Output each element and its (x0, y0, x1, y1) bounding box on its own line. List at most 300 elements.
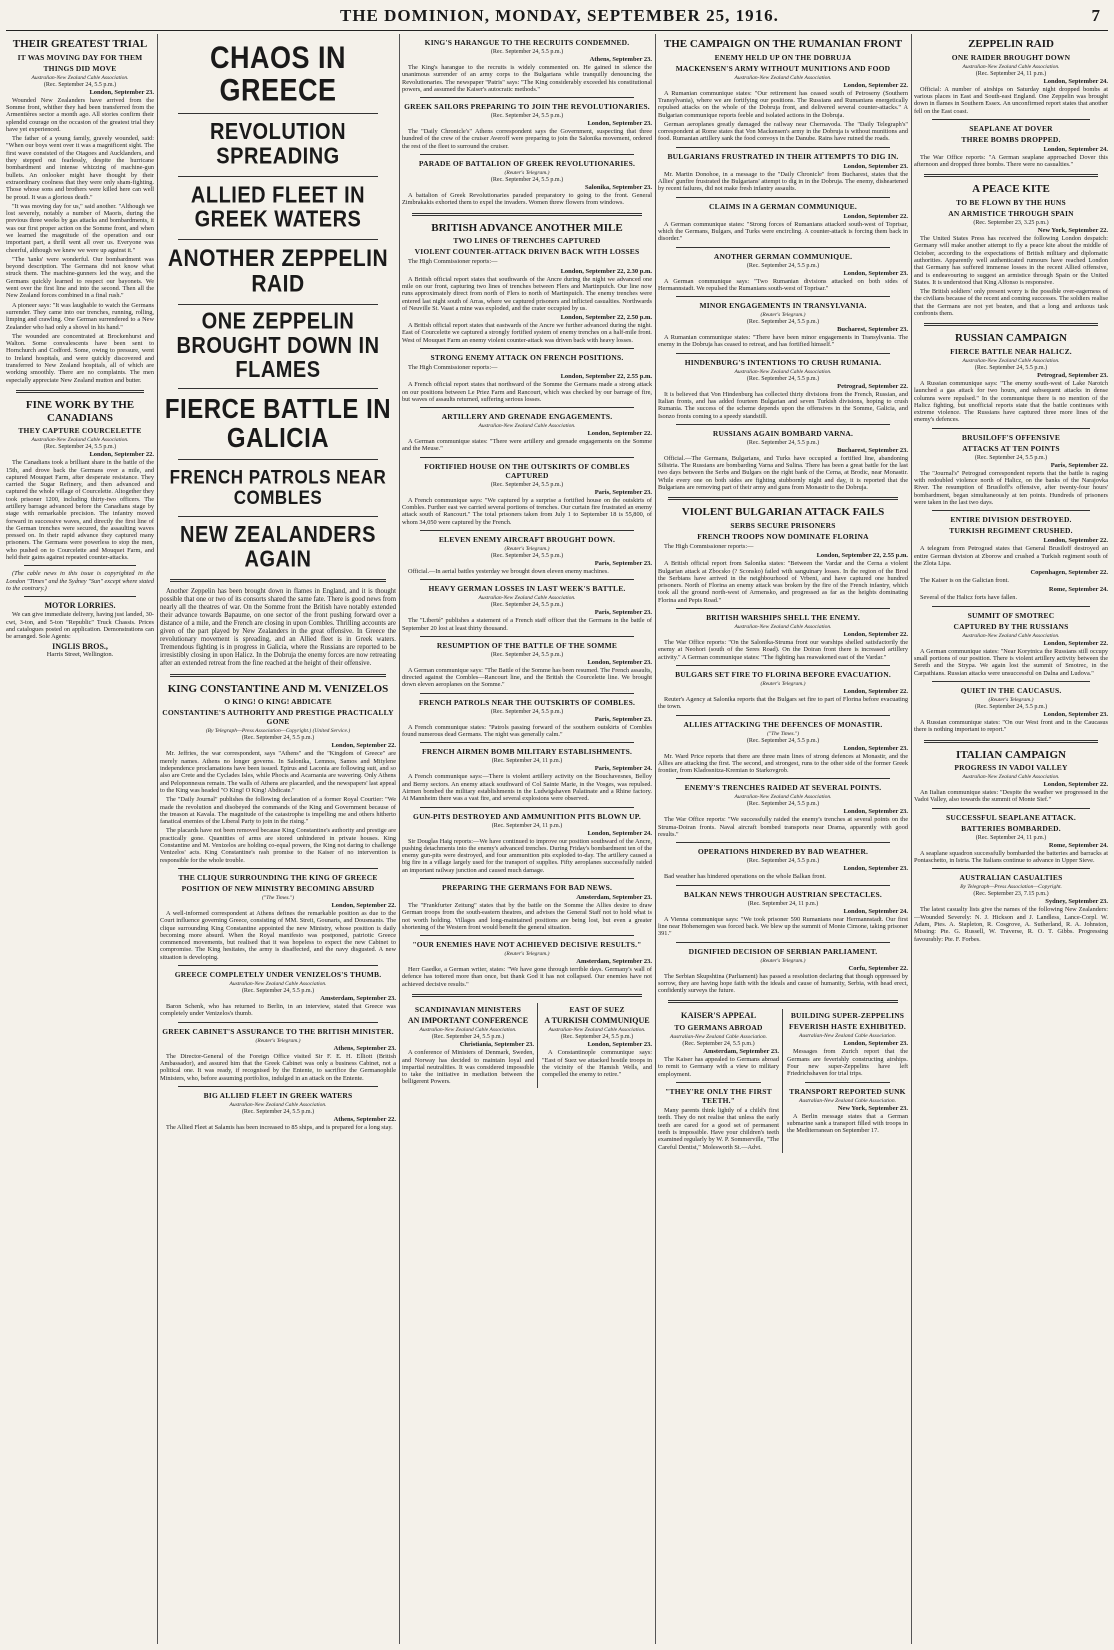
article-paragraph: Official.—In aerial battles yesterday we brought down eleven enemy machines. (408, 567, 609, 575)
subheadline: GREEK CABINET'S ASSURANCE TO THE BRITISH MINISTER. (162, 1026, 394, 1036)
separator (16, 390, 144, 393)
article-paragraph: "It was moving day for us," said another. "Although we lost severely, notably a number of Maoris, during the previous three weeks by gas attacks and bombardments, it was our first proper action on the Somme front, and when we learned the magnitude of the operation and our important part, a thrill went all over us. Everyone was cheerful, although we knew we were up against it." (6, 202, 154, 254)
received-line: (Rec. September 24, 5.5 p.m.) (682, 1041, 755, 1048)
received-line: (Rec. September 24, 5.5 p.m.) (490, 177, 564, 184)
separator (178, 965, 378, 966)
credit-line: Australian-New Zealand Cable Association. (548, 1027, 646, 1034)
credit-line: (Reuter's Telegram.) (255, 1037, 301, 1044)
credit-line: Australian-New Zealand Cable Association. (31, 74, 129, 81)
subheadline: FORTIFIED HOUSE ON THE OUTSKIRTS OF COMBLES CAPTURED (424, 461, 630, 480)
dateline: London, September 23. (587, 658, 652, 666)
subheadline: "OUR ENEMIES HAVE NOT ACHIEVED DECISIVE RESULTS." (412, 940, 642, 950)
dateline: London, September 22, 2.30 p.m. (560, 267, 652, 275)
subheadline: SUMMIT OF SMOTREC (967, 610, 1055, 620)
dateline: Athens, September 23. (589, 56, 652, 63)
separator (676, 1082, 761, 1083)
separator (924, 174, 1098, 177)
dateline: London, September 23. (843, 808, 908, 816)
received-line: (Rec. September 24, 5.5 p.m.) (746, 737, 820, 744)
separator (420, 530, 634, 531)
column-divider (911, 34, 912, 1644)
received-line: (Rec. September 24, 5.5 p.m.) (746, 439, 820, 446)
dateline: London, September 22, 2.55 p.m. (560, 373, 652, 381)
credit-line: Australian-New Zealand Cable Association. (734, 794, 832, 801)
column-divider (157, 34, 158, 1644)
separator (932, 428, 1090, 429)
subheadline: FRENCH PATROLS NEAR THE OUTSKIRTS OF COMBLES. (418, 697, 636, 707)
subheadline: TURKISH REGIMENT CRUSHED. (949, 526, 1073, 536)
separator (178, 1022, 378, 1023)
separator (420, 154, 634, 155)
credit-line: Australian-New Zealand Cable Association. (734, 624, 832, 631)
received-line: (Rec. September 24, 5.5 p.m.) (974, 703, 1048, 710)
received-line: (Rec. September 24, 5.5 p.m.) (560, 1034, 634, 1041)
zeppelin-build-article (787, 1009, 908, 1152)
subheadline: HINDENBURG'S INTENTIONS TO CRUSH RUMANIA. (684, 357, 882, 367)
column-2 (160, 36, 396, 1642)
headline: FINE WORK BY THE CANADIANS (25, 398, 135, 424)
main-headline: CHAOS IN GREECE (209, 40, 346, 108)
dateline: London, September 24. (843, 907, 908, 915)
dateline: London, September 22. (587, 430, 652, 438)
dateline: Bucharest, September 23. (837, 446, 908, 454)
subheadline: HEAVY GERMAN LOSSES IN LAST WEEK'S BATTLE. (428, 584, 626, 594)
headline: RUSSIAN CAMPAIGN (955, 332, 1067, 345)
separator (805, 1082, 890, 1083)
article-paragraph: Wounded New Zealanders have arrived from the Somme front, whither they had been transferred from the Armentières sector a month ago. All stories confirm their splendid courage on the occasion of the greatest trial they have yet experienced. (6, 96, 154, 133)
credit-line: (Reuter's Telegram.) (504, 545, 550, 552)
article-paragraph: The Kaiser has appealed to Germans abroad to remit to Germany with a view to military employment. (658, 1056, 779, 1078)
dateline: Rome, September 24. (1048, 841, 1108, 849)
dateline: Paris, September 23. (594, 715, 652, 723)
subheadline: ELEVEN ENEMY AIRCRAFT BROUGHT DOWN. (438, 534, 616, 544)
subheadline: SCANDINAVIAN MINISTERS (414, 1005, 522, 1015)
subheadline: RUSSIANS AGAIN BOMBARD VARNA. (712, 428, 854, 438)
article-paragraph: A British official report states that eastwards of the Ancre we further advanced during the night. East of Courcelette we captured a strongly fortified system of enemy trenches on a half-mile front. West of Mouquet Farm an enemy violent counter-attack was driven back with heavy losses. (402, 322, 652, 344)
credit-line: Australian-New Zealand Cable Association. (229, 981, 327, 988)
subheadline: IT WAS MOVING DAY FOR THEM (17, 52, 143, 62)
article-paragraph: The placards have not been removed because King Constantine's authority and prestige are practically gone. Quantities of arms are stored unhindered in private houses. King Constantine and M. Venizelos are holding co-equal powers, the King not daring to challenge Venizelos' acts. King Constantine's rash promise to the Kaiser of no intervention is responsible for the whole trouble. (160, 827, 396, 864)
article-paragraph: The British soldiers' only present worry is the possible over-eagerness of the civilians because of the recent and coming successes. The soldiers realise that the Germans are not yet beaten, and that a long and arduous task confronts them. (914, 288, 1108, 318)
subheadline: BALKAN NEWS THROUGH AUSTRIAN SPECTACLES. (684, 889, 882, 899)
article-paragraph: A conference of Ministers of Denmark, Sweden, and Norway has decided to maintain loyal and impartial neutralities. It was considered impossible to take the initiative in mediation between the belligerent Powers. (402, 1049, 534, 1086)
dateline: London, September 22. (331, 742, 396, 750)
article-paragraph: The "Daily Chronicle's" Athens correspondent says the Government, suspecting that three hundred of the crew of the cruiser Averoff were preparing to join the Salonika movement, ordered the rest of the fleet to surround the cruiser. (402, 128, 652, 150)
received-line: (Rec. September 24, 5.5 p.m.) (974, 454, 1048, 461)
separator (676, 715, 890, 716)
subheadline: EAST OF SUEZ (569, 1005, 625, 1015)
subheadline: BULGARS SET FIRE TO FLORINA BEFORE EVACUATION. (675, 669, 891, 679)
dateline: Bucharest, September 23. (837, 326, 908, 334)
headline: ITALIAN CAMPAIGN (956, 748, 1066, 761)
separator (178, 176, 378, 177)
separator (170, 674, 386, 677)
article-paragraph: German aeroplanes greatly damaged the railway near Chernavoda. The "Daily Telegraph's" correspondent at Rome states that Von Mackensen's army in the Dobruja is without munitions and food. Rumanian artillery sank the food convoys in the Danube. Rains have ruined the roads. (658, 120, 908, 143)
subheadline: VIOLENT COUNTER-ATTACK DRIVEN BACK WITH LOSSES (414, 247, 640, 257)
article-paragraph: The father of a young family, gravely wounded, said: "When our boys went over it was a magnificent sight. The first wave consisted of the Otagoes and Aucklanders, and they stepped out fearlessly, despite the hurricane bombardment and intense whizzing of machine-gun bullets. An onlooker might have thought by their extraordinary coolness that they were only sham-fighting. Those whose sons and brothers were killed here can well be proud. It was a glorious death." (6, 135, 154, 201)
article-paragraph: The High Commissioner reports:— (664, 543, 754, 550)
subheadline: PROGRESS IN VADOI VALLEY (954, 763, 1068, 773)
column-5 (914, 36, 1108, 1642)
kaiser-article (658, 1009, 783, 1152)
article-paragraph: A battalion of Greek Revolutionaries paraded preparatory to going to the front. General Zimbrakakis exhorted them to expel the invaders. Women threw flowers from windows. (402, 192, 652, 207)
separator (178, 1086, 378, 1087)
article-paragraph: The King's harangue to the recruits is widely commented on. He gained in silence the unanimous surrender of an army corps to the Bulgarians while tranquilly denouncing the Revolutionaries. The newspaper "Patris" says: "The King considerably exceeded his constitutional powers, and assumed the Kaiser's autocratic methods." (402, 64, 652, 93)
separator (178, 304, 378, 305)
received-line: (Rec. September 24, 5.5 p.m.) (241, 1108, 315, 1115)
subheadline: KING'S HARANGUE TO THE RECRUITS CONDEMNED. (424, 38, 630, 47)
credit-line: Australian-New Zealand Cable Association. (962, 357, 1060, 364)
article-paragraph: A Constantinople communique says: "East of Suez we attacked hostile troops in the vicinity of the Hamish Wells, and compelled the enemy to retire." (542, 1049, 652, 1079)
credit-line: (Reuter's Telegram.) (504, 951, 550, 958)
credit-line: Australian-New Zealand Cable Association. (962, 774, 1060, 781)
article-paragraph: The High Commissioner reports:— (408, 363, 498, 371)
article-paragraph: The High Commissioner reports:— (408, 258, 498, 266)
separator (932, 808, 1090, 809)
dateline: London, September 23. (587, 120, 652, 128)
article-paragraph: Reuter's Agency at Salonika reports that the Bulgars set fire to part of Florina before evacuating the town. (658, 695, 908, 711)
subheadline: ONE RAIDER BROUGHT DOWN (951, 52, 1071, 62)
credit-line: (Reuter's Telegram.) (504, 170, 550, 177)
subheadline: TWO LINES OF TRENCHES CAPTURED (453, 236, 601, 246)
headline: VIOLENT BULGARIAN ATTACK FAILS (681, 506, 885, 519)
subheadline: OPERATIONS HINDERED BY BAD WEATHER. (697, 847, 869, 857)
credit-line: ("The Times.") (766, 730, 800, 737)
separator (420, 693, 634, 694)
ad-title: MOTOR LORRIES. (44, 601, 116, 611)
subheadline: CONSTANTINE'S AUTHORITY AND PRESTIGE PRACTICALLY GONE (162, 708, 394, 727)
article-paragraph: An Italian communique states: "Despite the weather we progressed in the Vadoi Valley, also towards the summit of Monte Sief." (914, 789, 1108, 804)
received-line: (Rec. September 24, 5.5 p.m.) (746, 319, 820, 326)
dateline: London, September 22. (843, 687, 908, 695)
received-line: (Rec. September 23, 3.25 p.m.) (973, 220, 1049, 227)
headline: BRITISH ADVANCE ANOTHER MILE (431, 221, 623, 234)
separator (420, 878, 634, 879)
separator (24, 565, 136, 566)
received-line: (Rec. September 24, 5.5 p.m.) (490, 49, 564, 55)
main-headline: REVOLUTION SPREADING (209, 119, 347, 169)
column-1 (6, 36, 154, 1642)
main-headline: ALLIED FLEET IN GREEK WATERS (190, 182, 366, 232)
article-paragraph: A German communique states: "Near Korytnica the Russians still occupy small portions of our position. There is violent artillery activity between the Sereth and the Strypa. We again lost the summit of Smotrec, in the Carpathians. Russian attacks were unsuccessful on Dalna and Ludova." (914, 647, 1108, 677)
subheadline: ALLIES ATTACKING THE DEFENCES OF MONASTIR. (683, 719, 883, 729)
dateline: Athens, September 22. (333, 1115, 396, 1123)
dateline: London, September 24. (1043, 145, 1108, 153)
main-headline: ANOTHER ZEPPELIN RAID (167, 245, 389, 298)
credit-line: By Telegraph—Press Association—Copyright. (960, 884, 1062, 891)
article-paragraph: A Rumanian communique states: "Our retirement has ceased south of Petroseny (Southern Transylvania), where we are fortifying our positions. The Russians and Rumanians energetically repulsed attacks on the whole of the Dobruja front, and delivered several counter-attacks." A Bulgarian communique reports feeble and isolated actions in the Dobruja. (658, 89, 908, 119)
article-paragraph: A seaplane squadron successfully bombarded the batteries and barracks at Pontaschetto, in Istria. The Italians continue to advance in Upper Sieve. (914, 849, 1108, 865)
dateline: London, September 23. (1043, 710, 1108, 718)
separator (668, 1000, 898, 1003)
article-paragraph: Bad weather has hindered operations on the whole Balkan front. (664, 873, 826, 881)
dateline: Paris, September 23. (594, 559, 652, 567)
headline: A PEACE KITE (972, 183, 1050, 196)
subheadline: BIG ALLIED FLEET IN GREEK WATERS (203, 1090, 353, 1100)
separator (178, 239, 378, 240)
article-paragraph: The War Office reports: "We successfully raided the enemy's trenches at several points on the Struma-Doiran fronts. Naval aircraft bombed transports near Drama, apparently with good results." (658, 816, 908, 839)
subheadline: CLAIMS IN A GERMAN COMMUNIQUE. (709, 201, 857, 211)
credit-line: Australian-New Zealand Cable Association. (734, 368, 832, 375)
received-line: (Rec. September 24, 5.5 p.m.) (746, 375, 820, 382)
subheadline: AUSTRALIAN CASUALTIES (959, 873, 1063, 883)
article-paragraph: "The 'tanks' were wonderful. Our bombardment was beyond description. The Germans did not know what struck them. The machine-gunners led the way, and the Germans quickly learned to respect our bayonets. We went over the first line and into the second. Then all the New Zealand forces combined in a final rush." (6, 255, 154, 300)
dateline: Amsterdam, September 23. (576, 894, 652, 901)
separator (932, 681, 1090, 682)
credit-line: (Reuter's Telegram.) (988, 696, 1034, 703)
article-paragraph: The "Journal's" Petrograd correspondent reports that the battle is raging with redoubled violence north of Halicz, on the banks of the Narajovka River. The resumption of Brusiloff's offensive, after twenty-four hours' bombardment, began simultaneously at ten points. Hundreds of prisoners were taken in the last two days. (914, 469, 1108, 506)
subheadline: TO GERMANS ABROAD (674, 1023, 763, 1033)
credit-line: ("The Times.") (261, 894, 295, 901)
article-paragraph: A German communique states: "Strong forces of Rumanians attacked south-west of Toprisar, which the Germans, Bulgars, and Turks were encircling. A counter-attack is forcing them back in disorder." (658, 220, 908, 243)
dateline: London, September 24. (1043, 77, 1108, 85)
news-summary: Another Zeppelin has been brought down in flames in England, and it is thought possible that one or two of its consorts shared the same fate. There is good news from nearly all the theatres of war. On the Somme front the British have notably extended their advance towards Bapaume, on one sector of the front pushing forward over a distance of a mile, and the French are closing in upon Combles. Thrilling accounts are given of the part played by New Zealanders in the great offensive. In Greece the revolutionary movement is spreading, and an Allied fleet is in Greek waters. Tremendous fighting is in progress in Galicia, where the Russians are reported to be irresistibly closing in upon Halicz. In the Dobruja the enemy forces are now retreating after an extended retreat from the fine reached at the height of their offensive. (160, 587, 396, 667)
received-line: (Rec. September 24, 5.5 p.m.) (746, 858, 820, 865)
dateline: London, September 23. (843, 744, 908, 752)
article-paragraph: A Russian communique says: "The enemy south-west of Lake Narotch launched a gas attack for two hours, and subsequent attacks in dense columns were repulsed." In the communique there is no mention of the Halicz fighting, but unofficial reports state that the battle continues with extreme violence. The Russians have captured three more lines of the enemy's defences. (914, 379, 1108, 424)
separator (932, 510, 1090, 511)
received-line: (Rec. September 24, 5.5 p.m.) (490, 602, 564, 609)
subheadline: ATTACKS AT TEN POINTS (962, 443, 1060, 453)
subheadline: STRONG ENEMY ATTACK ON FRENCH POSITIONS. (430, 352, 624, 362)
article-paragraph: It is believed that Von Hindenburg has collected thirty divisions from the French, Russian, and Italian fronts, and has added fourteen Bulgarian and seven Turkish divisions, hoping to crush Rumania. The success of the scheme depends upon the offensives in the Somme, Galicia, and Isonzo fronts coming to a speedy standstill. (658, 390, 908, 420)
column-4 (658, 36, 908, 1642)
subheadline: RESUMPTION OF THE BATTLE OF THE SOMME (436, 640, 618, 650)
article-paragraph: The Allied Fleet at Salamis has been increased to 85 ships, and is prepared for a long stay. (166, 1123, 393, 1131)
credit-line: Australian-New Zealand Cable Association. (229, 1101, 327, 1108)
column-divider (399, 34, 400, 1644)
article-paragraph: Several of the Halicz forts have fallen. (920, 594, 1018, 602)
separator (420, 407, 634, 408)
article-paragraph: Official.—The Germans, Bulgarians, and Turks have occupied a fortified line, abandoning Silistria. The Russians are bombarding Varna and Sulina. There has been a great battle for the last two days between the Serbs and Bulgars on the right bank of the Cerna, at Brodic, near Monastir. While every one on both sides are fighting stubbornly night and day, it is reported that the Bulgarians are removing part of their army and guns from Monastir to the Dobruja. (658, 454, 908, 492)
separator (420, 807, 634, 808)
article-paragraph: Herr Gaedke, a German writer, states: "We have gone through terrible days. Germany's wall of defence has tottered more than once, but thank God it has not collapsed. Our enemies have not achieved decisive results." (402, 966, 652, 988)
dateline: Rome, September 24. (1048, 586, 1108, 594)
article-paragraph: A German communique says: "The Battle of the Somme has been resumed. The French assaults, directed against the Combles—Rancourt line, and the British the Courcelette line. We brought down eleven aeroplanes on the Somme." (402, 666, 652, 689)
separator (676, 147, 890, 148)
subheadline: THEY CAPTURE COURCELETTE (18, 426, 142, 436)
article-paragraph: A Vienna communique says: "We took prisoner 590 Rumanians near Hermannstadt. Our first line near Hohenemgen was forced back. We blew up the summit of Monte Cimone, taking prisoner 391." (658, 915, 908, 938)
article-paragraph: The "Liberté" publishes a statement of a French staff officer that the Germans in the battle of September 20 lost at least thirty thousand. (402, 617, 652, 632)
separator (676, 665, 890, 666)
article-paragraph: A French communique states: "Patrols passing forward of the southern outskirts of Combles found numerous dead Germans. The night was generally calm." (402, 723, 652, 739)
subheadline: ENEMY HELD UP ON THE DOBRUJA (714, 52, 852, 62)
separator (420, 636, 634, 637)
separator (676, 247, 890, 248)
main-headline: ONE ZEPPELIN BROUGHT DOWN IN FLAMES (176, 308, 380, 383)
separator (676, 885, 890, 886)
article-paragraph: A Berlin message states that a German submarine sank a transport filled with troops in the Mediterranean on September 17. (787, 1112, 908, 1135)
article-paragraph: The War Office reports: "A German seaplane approached Dover this afternoon and dropped three bombs. There were no casualties." (914, 153, 1108, 169)
article-paragraph: Official: A number of airships on Saturday night dropped bombs at various places in East and South-east England. One Zeppelin was brought down in flames in Southern Essex. An unconfirmed report states that another fell on the East coast. (914, 85, 1108, 115)
received-line: (Rec. September 24, 5.5 p.m.) (431, 1034, 505, 1041)
separator (178, 388, 378, 389)
dateline: London, September 22. (89, 451, 154, 459)
received-line: (Rec. September 24, 5.5 p.m.) (490, 651, 564, 658)
subheadline: POSITION OF NEW MINISTRY BECOMING ABSURD (181, 883, 375, 893)
subheadline: "THEY'RE ONLY THE FIRST TEETH." (665, 1087, 772, 1106)
received-line: (Rec. September 24, 11 p.m.) (491, 822, 563, 829)
separator (420, 457, 634, 458)
credit-line: Australian-New Zealand Cable Association. (962, 632, 1060, 639)
headline: KING CONSTANTINE AND M. VENIZELOS (167, 682, 389, 695)
subheadline: BUILDING SUPER-ZEPPELINS (790, 1011, 905, 1021)
dateline: London, September 22, 2.50 p.m. (560, 314, 652, 322)
article-paragraph: The War Office reports: "On the Salonika-Struma front our warships shelled satisfactorily the enemy at Neohori (south of the Seres Road). On the Doiran front there is increased artillery activity." A German communique states: "The fighting has reawakened east of the Vardar." (658, 639, 908, 661)
article-paragraph: A British official report from Salonika states: "Between the Vardar and the Cerna a violent Bulgarian attack at Zbocsko (? Sconsko) failed with sanguinary losses. In the region of the Brod the Serbians have arrived in the neighbourhood of Vrbeni, and have captured one hundred prisoners. North of Florina an enemy attack was broken by the fire of the French infantry, which took all the ground north-west of Armensko, and progressed as far as the heights dominating Florina and Pepis Road." (658, 560, 908, 604)
dateline: London, September 22. (843, 81, 908, 89)
subheadline: ENEMY'S TRENCHES RAIDED AT SEVERAL POINTS. (684, 783, 882, 793)
subheadline: SERBS SECURE PRISONERS (730, 521, 836, 530)
main-headline: FIERCE BATTLE IN GALICIA (164, 393, 392, 454)
subheadline: TRANSPORT REPORTED SUNK (789, 1086, 906, 1096)
subheadline: THE CLIQUE SURROUNDING THE KING OF GREECE (178, 872, 378, 882)
column-divider (655, 34, 656, 1644)
article-paragraph: Sir Douglas Haig reports:—We have continued to improve our position southward of the Ancre, pushing detachments into the enemy's advanced trenches. During Friday's bombardment ten of the enemy gun-pits were destroyed, and four ammunition pits exploded to-day. The artillery caused a big fire in a village largely used for the transport of supplies. Fifty aeroplanes successfully raided an important railway junction and caused much damage. (402, 837, 652, 874)
article-paragraph: Mr. Martin Donohoe, in a message to the "Daily Chronicle" from Bucharest, states that the Allies' gunfire frustrated the Bulgarians' attempt to dig in in the Dobruja. The enemy, disheartened by recent failures, did not make fresh infantry assaults. (658, 170, 908, 193)
dateline: London, September 23. (843, 865, 908, 873)
subheadline: FRENCH TROOPS NOW DOMINATE FLORINA (697, 532, 869, 541)
headline: ZEPPELIN RAID (968, 38, 1054, 50)
subheadline: DIGNIFIED DECISION OF SERBIAN PARLIAMENT. (688, 946, 878, 956)
separator (932, 606, 1090, 607)
received-line: (Rec. September 23, 7.15 p.m.) (973, 891, 1049, 898)
dateline: London, September 22. (331, 901, 396, 909)
headline: THEIR GREATEST TRIAL (12, 38, 148, 50)
credit-line: Australian-New Zealand Cable Association. (798, 1033, 897, 1040)
subheadline: PARADE OF BATTALION OF GREEK REVOLUTIONARIES. (418, 159, 636, 169)
article-paragraph: The Director-General of the Foreign Office visited Sir F. E. H. Elliott (British Ambassador), and assured him that the Greek Cabinet was only a business Cabinet, not a political one. It was ready, if recognised by the Entente, to sacrifice the Germanophile Ministers, who, before assuming portfolios, indulged in an attack on the Entente. (160, 1052, 396, 1082)
dateline: Paris, September 23. (594, 488, 652, 496)
received-line: (Rec. September 24, 5.5 p.m.) (746, 262, 820, 269)
subheadline: BRITISH WARSHIPS SHELL THE ENEMY. (706, 613, 860, 623)
separator (676, 778, 890, 779)
subheadline: BULGARIANS FRUSTRATED IN THEIR ATTEMPTS TO DIG IN. (667, 151, 899, 161)
dateline: Salonika, September 23. (584, 184, 652, 192)
ad-address: Harris Street, Wellington. (46, 651, 114, 659)
separator (412, 994, 642, 997)
subheadline: ARTILLERY AND GRENADE ENGAGEMENTS. (441, 412, 613, 422)
credit-line: Australian-New Zealand Cable Association. (798, 1097, 897, 1104)
dateline: London, September 22, 2.55 p.m. (816, 552, 908, 560)
advertisement-text: Many parents think lightly of a child's first teeth. They do not realise that unless the early teeth are cared for a good set of permanent teeth is impossible. Have your children's teeth examined regularly by W. P. Sommerville, "The Careful Dentist," Molesworth St.—Advt. (658, 1107, 779, 1151)
credit-line: (Reuter's Telegram.) (760, 957, 806, 964)
masthead (0, 0, 1114, 28)
dateline: Corfu, September 22. (848, 964, 908, 972)
article-paragraph: A well-informed correspondent at Athens defines the remarkable position as due to the Court influence governing Greece, consisting of MM. Streit, Gounaris, and Dousmanis. The clique surrounding King Constantine appointed the new Ministry, whose position is daily becoming more absurd. When the Royal manifesto was postponed, patriotic Greece commenced movements, but realised that it was hopeless to expect the new Cabinet to compromise. The King hesitates, the army is disaffected, and the navy disgusted. A new situation is developing. (160, 909, 396, 961)
received-line: (Rec. September 24, 5.5 p.m.) (43, 81, 117, 88)
separator (178, 113, 378, 114)
suez-article (542, 1003, 652, 1088)
dateline: London, September 23. (89, 88, 154, 96)
dateline: London, September 23. (587, 1041, 652, 1049)
separator (178, 516, 378, 517)
subheadline: FRENCH AIRMEN BOMB MILITARY ESTABLISHMENTS. (421, 747, 633, 757)
subheadline: MINOR ENGAGEMENTS IN TRANSYLVANIA. (699, 301, 867, 311)
separator (178, 459, 378, 460)
subheadline: BRUSILOFF'S OFFENSIVE (961, 432, 1061, 442)
received-line: (Rec. September 24, 11 p.m.) (491, 758, 563, 765)
subheadline: GUN-PITS DESTROYED AND AMMUNITION PITS BLOWN UP. (413, 811, 641, 821)
dateline: Athens, September 23. (333, 1044, 396, 1052)
separator (420, 348, 634, 349)
dateline: London, September 23. (843, 269, 908, 277)
separator (676, 608, 890, 609)
credit-line: Australian-New Zealand Cable Association. (669, 1034, 768, 1041)
scandinavian-article (402, 1003, 538, 1088)
credit-line: Australian-New Zealand Cable Association. (734, 74, 832, 81)
headline: THE CAMPAIGN ON THE RUMANIAN FRONT (663, 38, 903, 50)
page-number: 7 (1091, 6, 1100, 25)
separator (412, 213, 642, 216)
received-line: (Rec. September 24, 5.5 p.m.) (490, 552, 564, 559)
article-paragraph: Mr. Ward Price reports that there are three main lines of strong defences at Monastir, and the Allies are attacking the first. The second, and strongest, runs to the other side of the former Greek frontier, from Kladosnitza-Kremian to Starkovgrob. (658, 752, 908, 775)
credit-line: Australian-New Zealand Cable Association. (419, 1027, 517, 1034)
separator (676, 353, 890, 354)
article-paragraph: A German communique says: "Two Rumanian divisions attacked on both sides of Hermannstadt. We repulsed the Rumanians south-west of Toprisar." (658, 277, 908, 292)
bottom-split (402, 1003, 652, 1088)
article-paragraph: The "Frankfurter Zeitung" states that by the battle on the Somme the Allies desire to draw German troops from the south-eastern theatres, and advises the General Staff not to hold what is not worth holding. Villages and long-maintained positions are being lost, but even a greater shortening of the Western front would benefit the general situation. (402, 902, 652, 931)
separator (924, 740, 1098, 743)
article-paragraph: The Canadians took a brilliant share in the battle of the 15th, and drove back the Germans over a mile, and captured Mouquet Farm, after desperate resistance. They carried the Sugar Refinery, and then advanced and captured the whole village of Courcelette. Altogether they took prisoner 1200, including thirty-two officers. The artillery barrage advanced before the Canadians stage by stage with remarkable precision. The infantry moved forward in successive waves, and directly the first line of the German trenches were secured, the assaulting waves pressed on. In their rapid advance they captured many prisoners. The Germans were powerless to stop the men, who pushed on to Courcelette and Mouquet Farm, and held their gains against repeated counter-attacks. (6, 459, 154, 562)
headline: KAISER'S APPEAL (680, 1010, 757, 1021)
article-paragraph: The "Daily Journal" publishes the following declaration of a former Royal Courtier: "We made the revolution and disobeyed the commands of the King and Government because of the treason at Kavala. The magnitude of the catastrophe is impelling me and others hitherto fanatical enemies of the Liberal Party to join in the rising." (160, 796, 396, 826)
article-paragraph: The United States Press has received the following London despatch: Germany will make another attempt to fly a peace kite about the middle of October, according to the expectations of British military and diplomatic authorities. Apparently well authenticated rumours have reached London that Germany has suffered immense losses in the recent Allied offensive, and is endeavouring to suggest an armistice through Spain or the United States. It is understood that King Alfonso is responsive. (914, 235, 1108, 286)
copyright-note: (The cable news in this issue is copyrighted in the London "Times" and the Sydney "Sun" except where stated to the contrary.) (6, 570, 154, 592)
dateline: Amsterdam, September 23. (576, 958, 652, 966)
article-paragraph: A German communique states: "There were artillery and grenade engagements on the Somme and the Meuse." (402, 438, 652, 453)
separator (924, 323, 1098, 326)
subheadline: FEVERISH HASTE EXHIBITED. (789, 1022, 906, 1032)
dateline: Sydney, September 23. (1045, 898, 1108, 906)
separator (170, 579, 386, 582)
separator (676, 942, 890, 943)
main-headline: NEW ZEALANDERS AGAIN (180, 522, 376, 572)
subheadline: PREPARING THE GERMANS FOR BAD NEWS. (441, 883, 613, 892)
credit-line: (By Telegraph—Press Association—Copyright.) (United Service.) (205, 728, 351, 735)
subheadline: GREEK SAILORS PREPARING TO JOIN THE REVOLUTIONARIES. (404, 102, 650, 112)
main-headline: FRENCH PATROLS NEAR COMBLES (169, 466, 387, 509)
received-line: (Rec. September 24, 5.5 p.m.) (43, 444, 117, 451)
credit-line: (Reuter's Telegram.) (760, 312, 806, 319)
article-paragraph: A French official report states that northward of the Somme the Germans made a strong attack on our positions between Le Priez Farm and Rancourt, which was checked by our barrage of fire, but waves of assaults returned, suffering serious losses. (402, 381, 652, 403)
ad-firm: INGLIS BROS., (52, 642, 108, 652)
separator (420, 579, 634, 580)
credit-line: Australian-New Zealand Cable Association. (478, 423, 576, 430)
advertisement (6, 601, 154, 658)
masthead-title: THE DOMINION, MONDAY, SEPTEMBER 25, 1916. (340, 6, 779, 25)
received-line: (Rec. September 24, 5.5 p.m.) (490, 708, 564, 715)
article-paragraph: Baron Schenk, who has returned to Berlin, in an interview, stated that Greece was completely under Venizelos's thumb. (160, 1003, 396, 1018)
article-paragraph: Messages from Zurich report that the Germans are feverishly constructing airships. Four new super-Zeppelins have left Friedrichshaven for trial trips. (787, 1048, 908, 1078)
bottom-split (658, 1009, 908, 1152)
ad-body: We can give immediate delivery, having just landed, 30-cwt, 3-ton, and 5-ton "Republic" Truck Chassis. Prices and catalogues posted on application. Demonstrations can be arranged. Sole Agents: (6, 611, 154, 641)
received-line: (Rec. September 24, 11 p.m.) (975, 834, 1047, 841)
article-paragraph: A Rumanian communique states: "There have been minor engagements in Transylvania. The enemy in the Dobruja has ceased to retreat, and has fortified himself." (658, 334, 908, 349)
subheadline: O KING! O KING! ABDICATE (224, 697, 332, 707)
separator (676, 842, 890, 843)
subheadline: FIERCE BATTLE NEAR HALICZ. (950, 346, 1072, 356)
dateline: London, September 22. (843, 212, 908, 220)
separator (676, 197, 890, 198)
separator (932, 119, 1090, 120)
credit-line: Australian-New Zealand Cable Association. (31, 437, 129, 444)
column-3 (402, 36, 652, 1642)
separator (420, 742, 634, 743)
dateline: Amsterdam, September 23. (703, 1048, 779, 1056)
received-line: (Rec. September 24, 5.5 p.m.) (490, 113, 564, 120)
received-line: (Rec. September 24, 5.5 p.m.) (974, 364, 1048, 371)
